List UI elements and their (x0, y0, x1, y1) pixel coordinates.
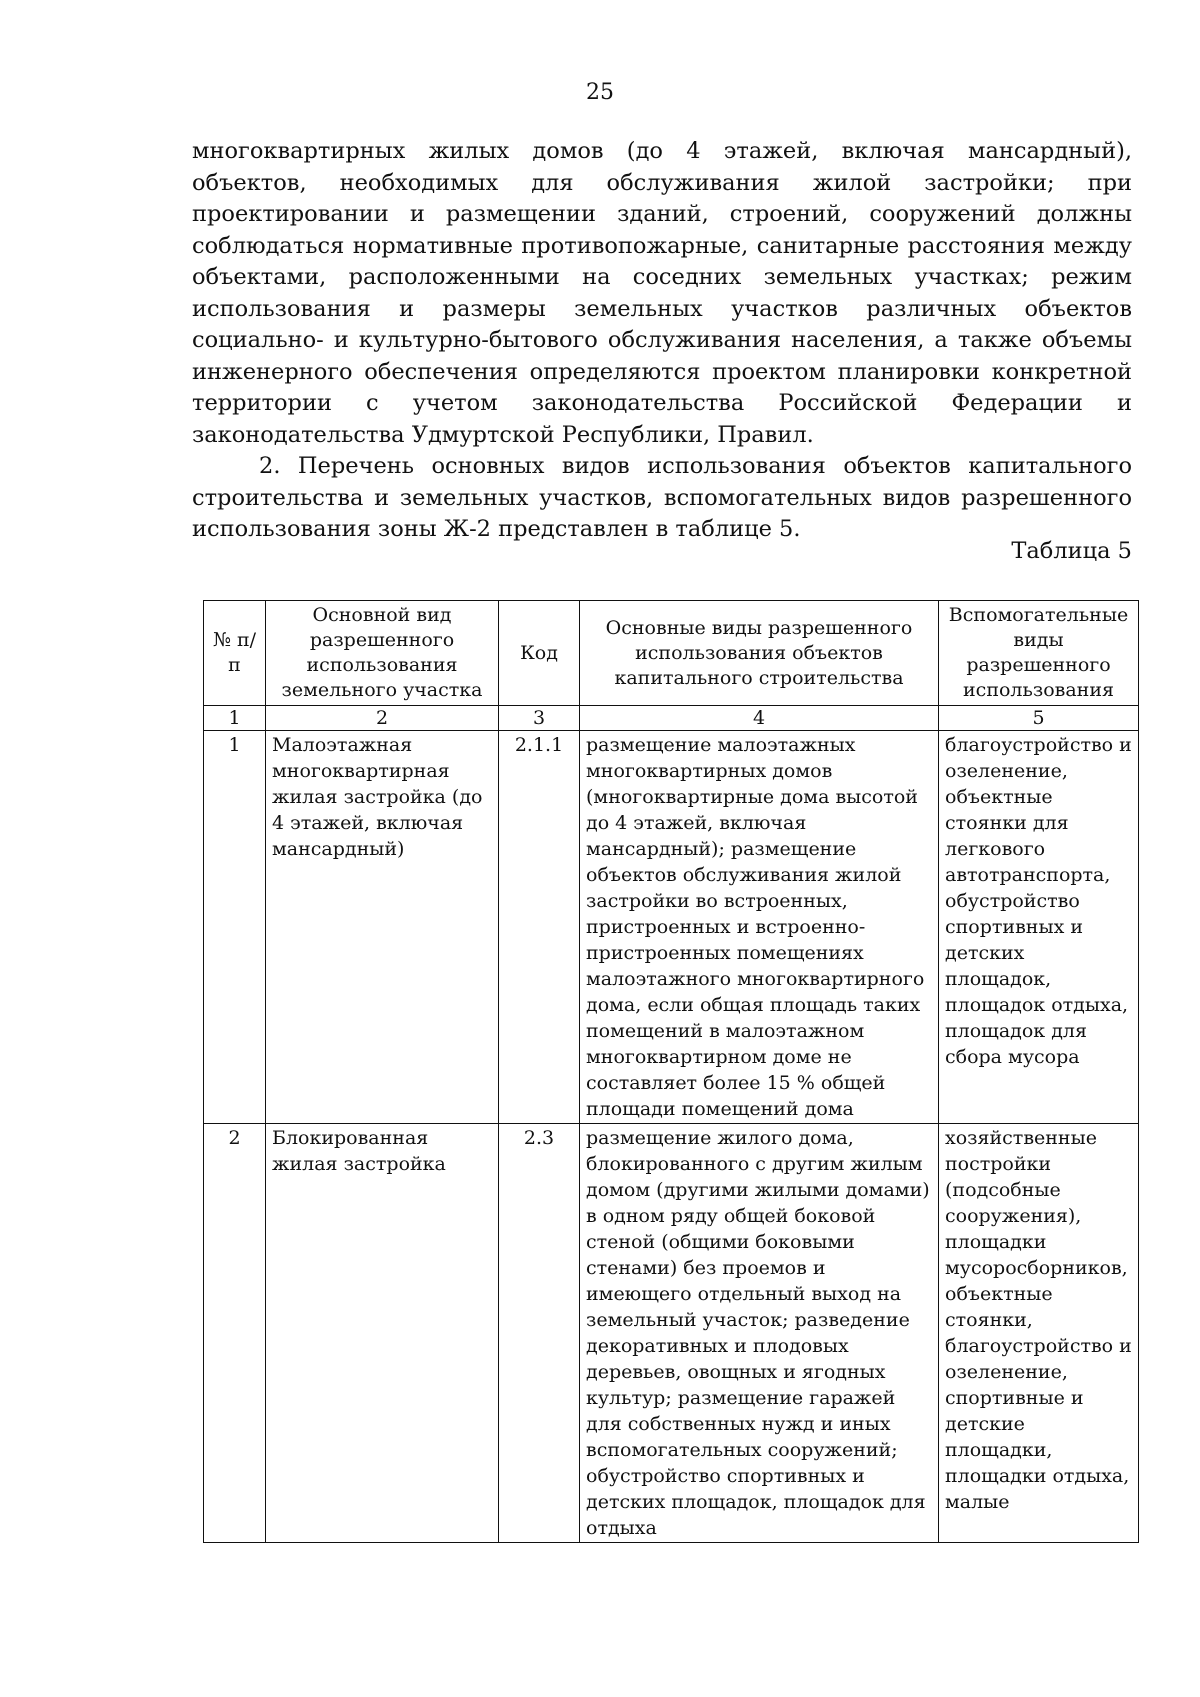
column-number: 4 (580, 706, 939, 731)
column-number: 1 (204, 706, 266, 731)
table-row (204, 731, 1139, 1124)
row-number: 2 (204, 1124, 266, 1543)
row-main-type: Малоэтажная многоквартирная жилая застройка (до 4 этажей, включая мансардный) (266, 731, 499, 1124)
paragraph-table-intro: 2. Перечень основных видов использования объектов капитального строительства и земельных участков, вспомогательных видов разрешенного использования зоны Ж-2 представлен в таблице 5. (192, 453, 1132, 542)
row-number: 1 (204, 731, 266, 1124)
row-auxiliary-uses: хозяйственные постройки (подсобные сооружения), площадки мусоросборников, объектные стоянки, благоустройство и озеленение, спортивные и детские площадки, площадки отдыха, малые (939, 1124, 1139, 1543)
row-code: 2.3 (499, 1124, 580, 1543)
row-auxiliary-uses: благоустройство и озеленение, объектные стоянки для легкового автотранспорта, обустройство спортивных и детских площадок, площадок отдыха, площадок для сбора мусора (939, 731, 1139, 1124)
header-number: № п/п (204, 601, 266, 706)
page-number: 25 (586, 80, 614, 105)
header-main-uses: Основные виды разрешенного использования объектов капитального строительства (580, 601, 939, 706)
row-main-uses: размещение малоэтажных многоквартирных домов (многоквартирные дома высотой до 4 этажей, включая мансардный); размещение объектов обслуживания жилой застройки во встроенных, пристроенных и встроенно-пристроенных помещениях малоэтажного многоквартирного дома, если общая площадь таких помещений в малоэтажном многоквартирном доме не составляет более 15 % общей площади помещений дома (580, 731, 939, 1124)
row-code: 2.1.1 (499, 731, 580, 1124)
paragraph-continuation: многоквартирных жилых домов (до 4 этажей, включая мансардный), объектов, необходимых для обслуживания жилой застройки; при проектировании и размещении зданий, строений, сооружений должны соблюдаться нормативные противопожарные, санитарные расстояния между объектами, расположенными на соседних земельных участках; режим использования и размеры земельных участков различных объектов социально- и культурно-бытового обслуживания населения, а также объемы инженерного обеспечения определяются проектом планировки конкретной территории с учетом законодательства Российской Федерации и законодательства Удмуртской Республики, Правил. (192, 138, 1132, 448)
permitted-uses-table (203, 600, 1139, 1543)
header-auxiliary-uses: Вспомогательные виды разрешенного использования (939, 601, 1139, 706)
row-main-uses: размещение жилого дома, блокированного с другим жилым домом (другими жилыми домами) в одном ряду общей боковой стеной (общими боковыми стенами) без проемов и имеющего отдельный выход на земельный участок; разведение декоративных и плодовых деревьев, овощных и ягодных культур; размещение гаражей для собственных нужд и иных вспомогательных сооружений; обустройство спортивных и детских площадок, площадок для отдыха (580, 1124, 939, 1543)
table-header-row (204, 601, 1139, 706)
column-number: 3 (499, 706, 580, 731)
column-number-row (204, 706, 1139, 731)
header-code: Код (499, 601, 580, 706)
table-row (204, 1124, 1139, 1543)
header-main-type: Основной вид разрешенного использования земельного участка (266, 601, 499, 706)
column-number: 2 (266, 706, 499, 731)
table-caption: Таблица 5 (1011, 538, 1132, 564)
row-main-type: Блокированная жилая застройка (266, 1124, 499, 1543)
body-text (192, 136, 1132, 546)
column-number: 5 (939, 706, 1139, 731)
